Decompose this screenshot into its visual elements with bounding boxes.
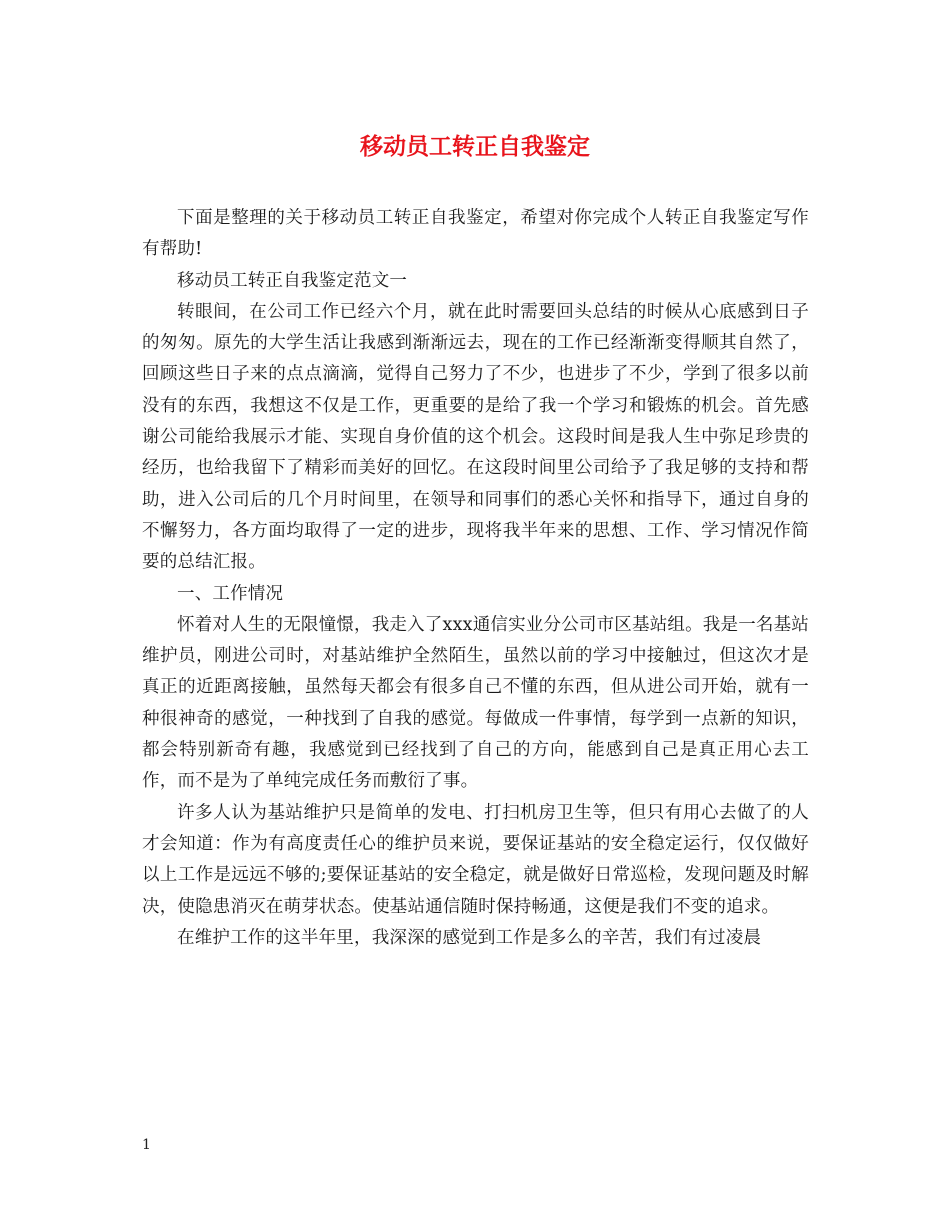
paragraph-sample-heading: 移动员工转正自我鉴定范文一: [177, 270, 408, 291]
paragraph-work-start: 怀着对人生的无限憧憬，我走入了xxx通信实业分公司市区基站组。我是一名基站维护员，刚进公司时，对基站维护全然陌生，虽然以前的学习中接触过，但这次才是真正的近距离接触，虽然每天都会有很多自己不懂的东西，但从进公司开始，就有一种很神奇的感觉，一种找到了自我的感觉。每做成一件事情，每学到一点新的知识，都会特别新奇有趣，我感觉到已经找到了自己的方向，能感到自己是真正用心去工作，而不是为了单纯完成任务而敷衍了事。: [142, 614, 810, 792]
paragraph-summary: 转眼间，在公司工作已经六个月，就在此时需要回头总结的时候从心底感到日子的匆匆。原先的大学生活让我感到渐渐远去，现在的工作已经渐渐变得顺其自然了，回顾这些日子来的点点滴滴，觉得自己努力了不少，也进步了不少，学到了很多以前没有的东西，我想这不仅是工作，更重要的是给了我一个学习和锻炼的机会。首先感谢公司能给我展示才能、实现自身价值的这个机会。这段时间是我人生中弥足珍贵的经历，也给我留下了精彩而美好的回忆。在这段时间里公司给予了我足够的支持和帮助，进入公司后的几个月时间里，在领导和同事们的悉心关怀和指导下，通过自身的不懈努力，各方面均取得了一定的进步，现将我半年来的思想、工作、学习情况作简要的总结汇报。: [142, 301, 809, 573]
page-number: 1: [142, 1137, 151, 1153]
paragraph-maintenance: 许多人认为基站维护只是简单的发电、打扫机房卫生等，但只有用心去做了的人才会知道：作为有高度责任心的维护员来说，要保证基站的安全稳定运行，仅仅做好以上工作是远远不够的;要保证基站的安全稳定，就是做好日常巡检，发现问题及时解决，使隐患消灭在萌芽状态。使基站通信随时保持畅通，这便是我们不变的追求。: [142, 802, 809, 917]
paragraph-intro: 下面是整理的关于移动员工转正自我鉴定，希望对你完成个人转正自我鉴定写作有帮助!: [142, 208, 809, 260]
section-heading-work: 一、工作情况: [177, 583, 284, 604]
document-body: [142, 203, 809, 954]
document-title: 移动员工转正自我鉴定: [360, 133, 590, 160]
paragraph-hardship: 在维护工作的这半年里，我深深的感觉到工作是多么的辛苦，我们有过凌晨: [177, 927, 762, 948]
